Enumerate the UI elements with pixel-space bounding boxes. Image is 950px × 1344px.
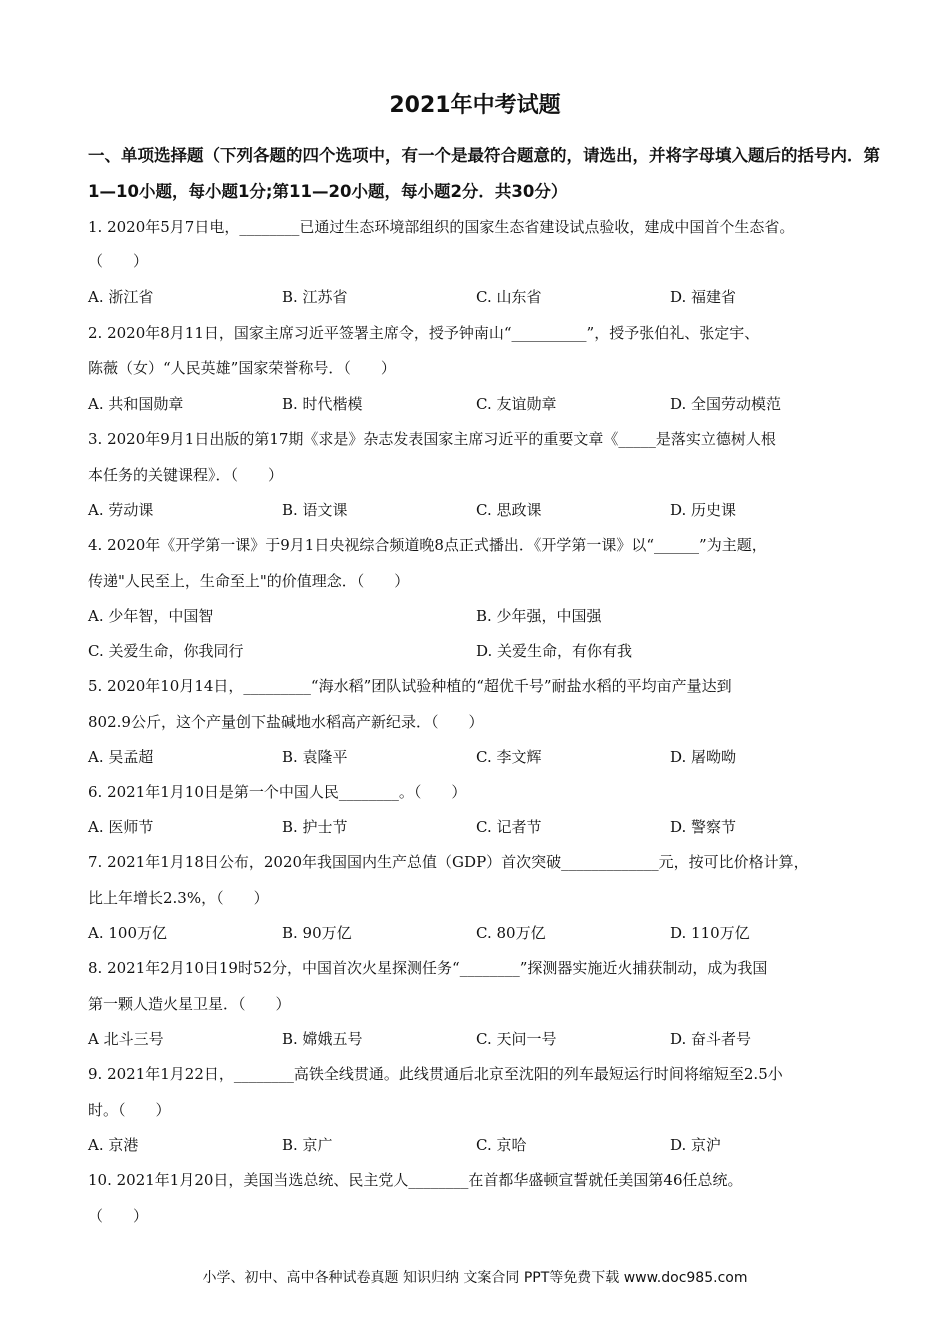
question-9-option-d: D. 京沪: [670, 1136, 722, 1154]
question-1-option-b: B. 江苏省: [282, 288, 348, 306]
section-heading: 一、单项选择题（下列各题的四个选项中，有一个是最符合题意的，请选出，并将字母填入题后的括号内．第1—10小题，每小题1分;第11—20小题，每小题2分．共30分）: [88, 146, 880, 201]
question-4-option-a: A. 少年智，中国智: [88, 607, 214, 625]
page-footer: 小学、初中、高中各种试卷真题 知识归纳 文案合同 PPT等免费下载 www.doc985.com: [202, 1270, 748, 1286]
question-5-line-1: 5. 2020年10月14日，_________“海水稻”团队试验种植的“超优千号”耐盐水稻的平均亩产量达到: [88, 677, 732, 695]
question-7-line-1: 7. 2021年1月18日公布，2020年我国国内生产总值（GDP）首次突破_____________元，按可比价格计算，: [88, 853, 809, 871]
question-2-option-a: A. 共和国勋章: [88, 395, 184, 413]
question-2-line-1: 2. 2020年8月11日，国家主席习近平签署主席令，授予钟南山“__________”，授予张伯礼、张定宇、: [88, 324, 760, 342]
question-2-line-2: 陈薇（女）“人民英雄”国家荣誉称号．（ ）: [88, 359, 396, 377]
question-1-option-a: A. 浙江省: [88, 288, 154, 306]
question-5-option-d: D. 屠呦呦: [670, 748, 737, 766]
question-5-line-2: 802.9公斤，这个产量创下盐碱地水稻高产新纪录．（ ）: [88, 713, 484, 731]
question-9-line-1: 9. 2021年1月22日，________高铁全线贯通。此线贯通后北京至沈阳的列车最短运行时间将缩短至2.5小: [88, 1065, 783, 1083]
question-9-option-c: C. 京哈: [476, 1136, 527, 1154]
question-4-option-b: B. 少年强，中国强: [476, 607, 602, 625]
question-3-option-d: D. 历史课: [670, 501, 737, 519]
question-1-option-c: C. 山东省: [476, 288, 542, 306]
question-2-option-c: C. 友谊勋章: [476, 395, 557, 413]
question-7-option-b: B. 90万亿: [282, 924, 352, 942]
question-4-line-2: 传递"人民至上，生命至上"的价值理念．（ ）: [88, 572, 410, 590]
question-7-line-2: 比上年增长2.3%，（ ）: [88, 889, 269, 907]
question-7-option-c: C. 80万亿: [476, 924, 546, 942]
question-8-line-1: 8. 2021年2月10日19时52分，中国首次火星探测任务“________”探测器实施近火捕获制动，成为我国: [88, 959, 768, 977]
question-9-option-b: B. 京广: [282, 1136, 333, 1154]
question-1-line-2: （ ）: [88, 252, 149, 270]
question-1-option-d: D. 福建省: [670, 288, 737, 306]
question-6-line-1: 6. 2021年1月10日是第一个中国人民________。（ ）: [88, 783, 467, 801]
question-2-option-b: B. 时代楷模: [282, 395, 363, 413]
question-3-option-c: C. 思政课: [476, 501, 542, 519]
question-10-line-1: 10. 2021年1月20日，美国当选总统、民主党人________在首都华盛顿宣誓就任美国第46任总统。: [88, 1171, 743, 1189]
question-5-option-b: B. 袁隆平: [282, 748, 348, 766]
question-7-option-a: A. 100万亿: [88, 924, 167, 942]
question-8-option-c: C. 天问一号: [476, 1030, 557, 1048]
question-5-option-a: A. 吴孟超: [88, 748, 154, 766]
question-4-option-c: C. 关爱生命，你我同行: [88, 642, 244, 660]
question-5-option-c: C. 李文辉: [476, 748, 542, 766]
question-8-option-b: B. 嫦娥五号: [282, 1030, 363, 1048]
question-8-line-2: 第一颗人造火星卫星．（ ）: [88, 995, 291, 1013]
page-title: 2021年中考试题: [389, 93, 561, 118]
question-8-option-d: D. 奋斗者号: [670, 1030, 752, 1048]
question-6-option-d: D. 警察节: [670, 818, 737, 836]
question-7-option-d: D. 110万亿: [670, 924, 750, 942]
question-9-option-a: A. 京港: [88, 1136, 139, 1154]
question-3-line-2: 本任务的关键课程》．（ ）: [88, 466, 284, 484]
question-3-line-1: 3. 2020年9月1日出版的第17期《求是》杂志发表国家主席习近平的重要文章《_____是落实立德树人根: [88, 430, 776, 448]
question-9-line-2: 时。（ ）: [88, 1101, 171, 1119]
question-6-option-b: B. 护士节: [282, 818, 348, 836]
question-10-line-2: （ ）: [88, 1207, 149, 1225]
question-4-option-d: D. 关爱生命，有你有我: [476, 642, 633, 660]
question-6-option-a: A. 医师节: [88, 818, 154, 836]
question-3-option-b: B. 语文课: [282, 501, 348, 519]
question-8-option-a: A 北斗三号: [88, 1030, 164, 1048]
question-3-option-a: A. 劳动课: [88, 501, 154, 519]
question-6-option-c: C. 记者节: [476, 818, 542, 836]
question-1-line-1: 1. 2020年5月7日电，________已通过生态环境部组织的国家生态省建设试点验收，建成中国首个生态省。: [88, 218, 795, 236]
question-4-line-1: 4. 2020年《开学第一课》于9月1日央视综合频道晚8点正式播出．《开学第一课》以“______”为主题，: [88, 536, 767, 554]
question-2-option-d: D. 全国劳动模范: [670, 395, 782, 413]
